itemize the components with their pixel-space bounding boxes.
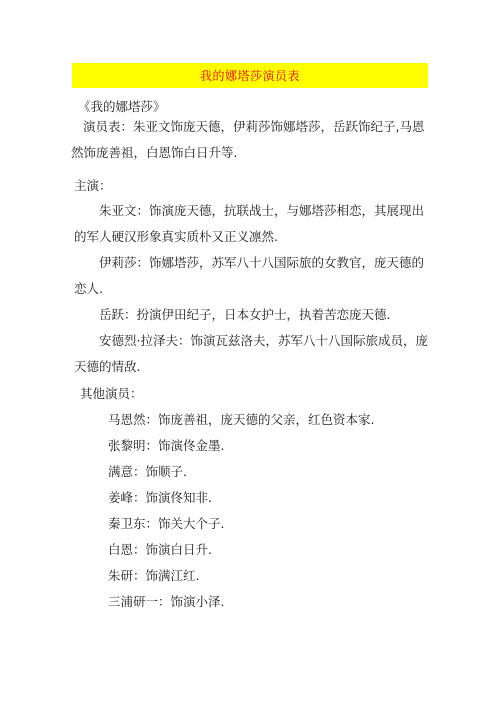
other-cast-item: 张黎明：饰演佟金墨.	[108, 438, 225, 453]
other-cast-item: 姜峰：饰演佟知非.	[108, 490, 212, 505]
document-title: 我的娜塔莎演员表	[199, 69, 300, 83]
main-cast-item: 安德烈·拉泽夫：饰演瓦兹洛夫，苏军八十八国际旅成员，庞天德的情敌.	[74, 333, 428, 374]
other-cast-item: 马恩然：饰庞善祖，庞天德的父亲，红色资本家.	[108, 412, 375, 427]
other-cast-item: 朱研：饰满江红.	[108, 568, 200, 583]
main-cast-item: 朱亚文：饰演庞天德，抗联战士，与娜塔莎相恋，其展现出的军人硬汉形象真实质朴又正义凛然.	[74, 203, 425, 244]
main-cast-item: 伊莉莎：饰娜塔莎，苏军八十八国际旅的女教官，庞天德的恋人.	[74, 255, 425, 296]
main-cast-item: 岳跃：扮演伊田纪子，日本女护士，执着苦恋庞天德.	[99, 307, 391, 322]
other-cast-heading: 其他演员：	[80, 386, 143, 401]
main-cast-heading: 主演：	[74, 178, 112, 193]
other-cast-item: 秦卫东：饰关大个子.	[108, 516, 225, 531]
title-banner	[72, 63, 428, 88]
other-cast-item: 三浦研一：饰演小泽.	[108, 594, 225, 609]
cast-intro-text: 演员表：朱亚文饰庞天德，伊莉莎饰娜塔莎，岳跃饰纪子,马恩然饰庞善祖，白恩饰白日升等.	[71, 119, 425, 160]
book-title: 《我的娜塔莎》	[78, 99, 166, 114]
cast-intro	[71, 114, 436, 166]
other-cast-item: 满意：饰顺子.	[108, 464, 187, 479]
other-cast-item: 白恩：饰演白日升.	[108, 542, 212, 557]
